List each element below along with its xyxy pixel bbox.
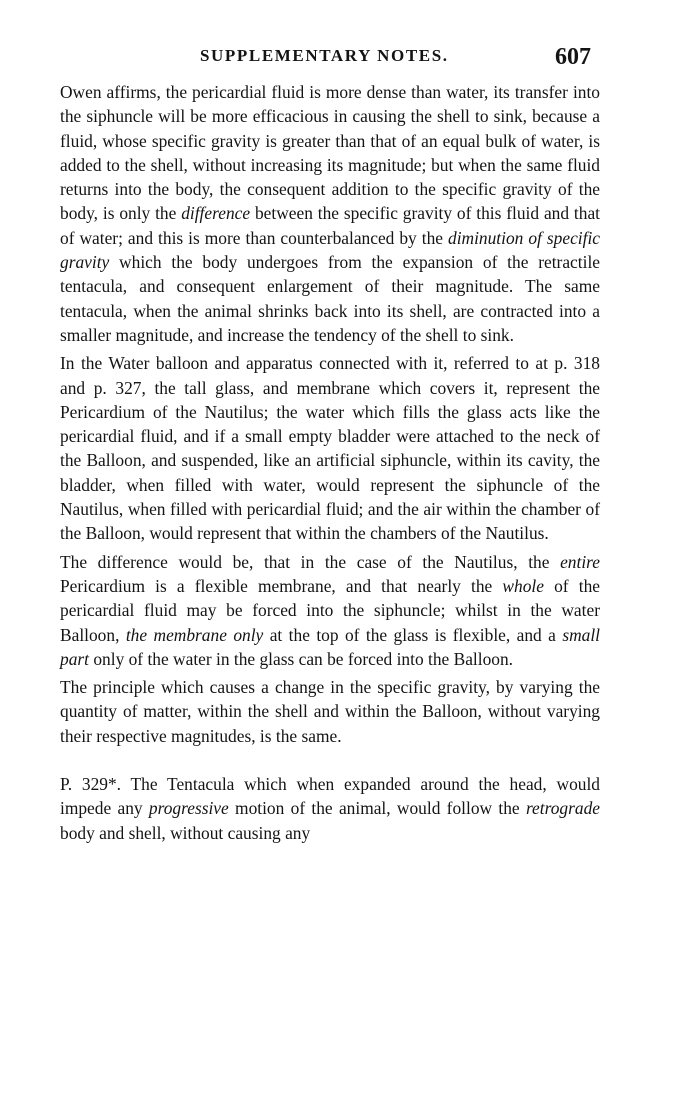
text-run: body and shell, without causing any bbox=[60, 822, 311, 843]
text-run: The difference would be, that in the case of the Nautilus, the bbox=[60, 551, 561, 572]
paragraph-note-p329 bbox=[60, 772, 600, 845]
text-run: In the Water balloon and apparatus connected with it, referred to at p. 318 and p. 327, the tall glass, and membrane which covers it, represent the Pericardium of the Nautilus; the water which fills the glass acts like the pericardial fluid, and if a small empty bladder were attached to the neck of the Balloon, and suspended, like an artificial siphuncle, within its cavity, the bladder, when filled with water, would represent the siphuncle of the Nautilus, when filled with pericardial fluid; and the air within the chamber of the Balloon, would represent that within the chambers of the Nautilus. bbox=[60, 353, 600, 544]
running-title: SUPPLEMENTARY NOTES. bbox=[200, 46, 449, 65]
paragraph-pericardial-fluid bbox=[60, 80, 600, 347]
running-head bbox=[0, 44, 677, 74]
body-text bbox=[60, 80, 600, 845]
text-run: motion of the animal, would follow the bbox=[228, 798, 526, 819]
paragraph-principle bbox=[60, 675, 600, 748]
italic-text-run: the membrane only bbox=[125, 624, 264, 645]
italic-text-run: whole bbox=[502, 575, 544, 596]
paragraph-difference bbox=[60, 550, 600, 671]
italic-text-run: retrograde bbox=[525, 798, 600, 819]
italic-text-run: difference bbox=[181, 203, 251, 224]
text-run: which the body undergoes from the expansion of the retractile tentacula, and consequent enlargement of their magnitude. The same tentacula, when the animal shrinks back into its shell, are contracted into a smaller magnitude, and increase the tendency of the shell to sink. bbox=[60, 252, 600, 345]
text-run: P. 329*. The Tentacula which when expanded around the head, would impede any bbox=[60, 774, 600, 819]
italic-text-run: diminution of specific gravity bbox=[60, 227, 600, 273]
text-run: at the top of the glass is flexible, and a bbox=[263, 624, 563, 645]
text-run: only of the water in the glass can be forced into the Balloon. bbox=[89, 648, 514, 669]
italic-text-run: small part bbox=[60, 624, 601, 669]
text-run: between the specific gravity of this fluid and that of water; and this is more than counterbalanced by the bbox=[60, 203, 600, 248]
paragraph-water-balloon bbox=[60, 351, 600, 545]
italic-text-run: entire bbox=[560, 551, 600, 572]
text-run: The principle which causes a change in the specific gravity, by varying the quantity of matter, within the shell and within the Balloon, without varying their respective magnitudes, is the same. bbox=[60, 677, 600, 746]
text-run: Owen affirms, the pericardial fluid is more dense than water, its transfer into the siphuncle will be more efficacious in causing the shell to sink, because a fluid, whose specific gravity is greater than that of an equal bulk of water, is added to the shell, without increasing its magnitude; but when the same fluid returns into the body, the consequent addition to the specific gravity of the body, is only the bbox=[60, 82, 600, 224]
text-run: Pericardium is a flexible membrane, and that nearly the bbox=[60, 575, 503, 596]
text-run: of the pericardial fluid may be forced into the siphuncle; whilst in the water Balloon, bbox=[60, 575, 600, 645]
page-number: 607 bbox=[555, 44, 591, 70]
italic-text-run: progressive bbox=[148, 798, 229, 819]
